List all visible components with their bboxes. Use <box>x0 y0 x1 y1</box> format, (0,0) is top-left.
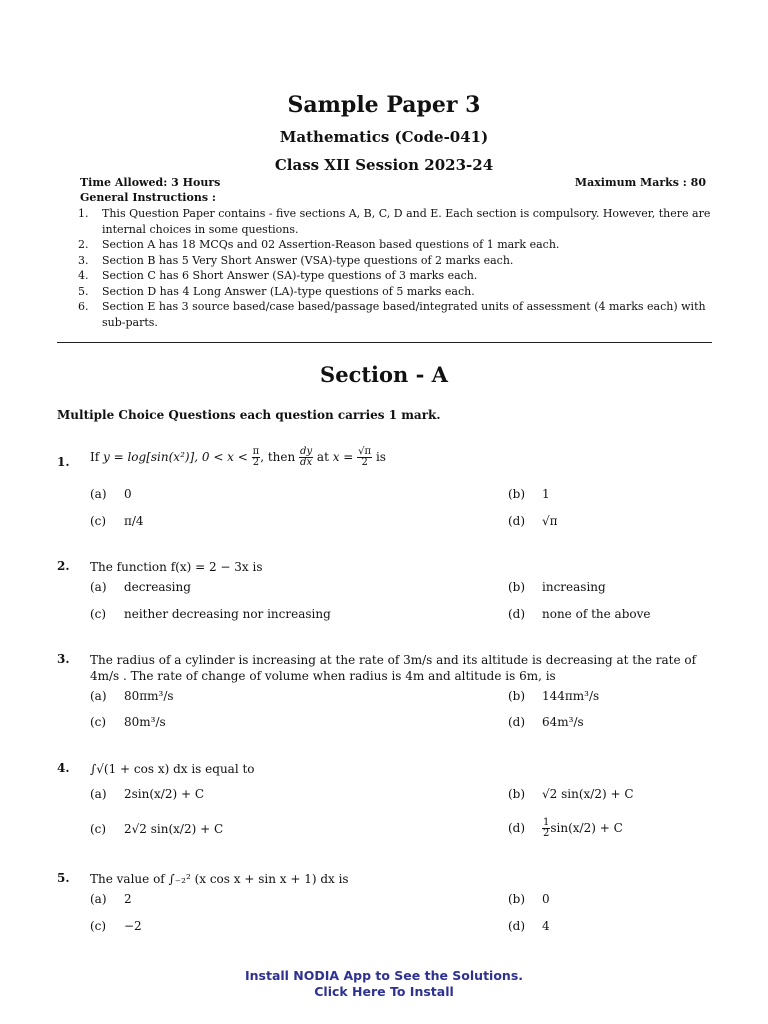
instruction-item: 1. This Question Paper contains - five sections A, B, C, D and E. Each section is compulsory. However, there are internal choices in some questions. <box>78 207 711 236</box>
option-b: (b) increasing <box>508 580 606 594</box>
subject-title: Mathematics (Code-041) <box>279 128 489 146</box>
option-c: (c) 2√2 sin(x/2) + C <box>90 822 224 836</box>
option-d: (d) 64m³/s <box>508 715 584 729</box>
option-a: (a) decreasing <box>90 580 191 594</box>
option-d: (d) 4 <box>508 919 550 933</box>
option-a: (a) 0 <box>90 487 132 501</box>
section-subtitle: Multiple Choice Questions each question carries 1 mark. <box>57 408 441 422</box>
option-d: (d) none of the above <box>508 607 651 621</box>
option-d: (d) √π <box>508 514 558 528</box>
option-c: (c) neither decreasing nor increasing <box>90 607 331 621</box>
option-c: (c) π/4 <box>90 514 144 528</box>
question-text: The function f(x) = 2 − 3x is <box>90 560 263 574</box>
option-a: (a) 2 <box>90 892 132 906</box>
question-number: 4. <box>57 761 70 775</box>
question-text: If y = log[sin(x²)], 0 < x < $\frac{\pi}{2}$ , then $\frac{dy}{dx}$ at x = $\frac{√\pi}{2}$ is <box>90 446 386 468</box>
time-allowed: Time Allowed: 3 Hours <box>80 176 221 189</box>
install-app-link[interactable]: Install NODIA App to See the Solutions. <box>244 968 524 983</box>
option-b: (b) 144πm³/s <box>508 689 600 703</box>
option-b: (b) √2 sin(x/2) + C <box>508 787 634 801</box>
question-text: The radius of a cylinder is increasing at the rate of 3m/s and its altitude is decreasing at the rate of 4m/s . The rate of change of volume when radius is 4m and altitude is 6m, is <box>90 653 697 683</box>
instruction-item: 3. Section B has 5 Very Short Answer (VSA)-type questions of 2 marks each. <box>78 253 514 267</box>
instruction-item: 4. Section C has 6 Short Answer (SA)-type questions of 3 marks each. <box>78 269 478 282</box>
option-b: (b) 1 <box>508 487 550 501</box>
page-title: Sample Paper 3 <box>287 92 481 118</box>
question-text: The value of ∫₋₂² (x cos x + sin x + 1) dx is <box>90 872 349 886</box>
instruction-item: 2. Section A has 18 MCQs and 02 Assertion-Reason based questions of 1 mark each. <box>78 238 560 251</box>
instruction-item: 6. Section E has 3 source based/case based/passage based/integrated units of assessment (4 marks each) with sub-parts. <box>78 300 706 329</box>
instructions-list <box>78 206 714 330</box>
section-title: Section - A <box>320 362 448 387</box>
option-c: (c) −2 <box>90 919 142 933</box>
divider <box>57 342 712 343</box>
question-text: ∫√(1 + cos x) dx is equal to <box>90 762 255 776</box>
maximum-marks: Maximum Marks : 80 <box>574 176 706 189</box>
instructions-title: General Instructions : <box>80 191 216 204</box>
question-number: 5. <box>57 871 70 885</box>
option-a: (a) 2sin(x/2) + C <box>90 787 205 801</box>
session-title: Class XII Session 2023-24 <box>274 156 494 174</box>
question-number: 2. <box>57 559 70 573</box>
option-a: (a) 80πm³/s <box>90 689 174 703</box>
option-d: (d) $\frac{1}{2}$ sin(x/2) + C <box>508 817 623 839</box>
instruction-item: 5. Section D has 4 Long Answer (LA)-type questions of 5 marks each. <box>78 284 475 298</box>
option-b: (b) 0 <box>508 892 550 906</box>
click-to-install-link[interactable]: Click Here To Install <box>314 984 454 999</box>
question-number: 3. <box>57 652 70 666</box>
option-c: (c) 80m³/s <box>90 715 166 729</box>
question-number: 1. <box>57 455 70 469</box>
